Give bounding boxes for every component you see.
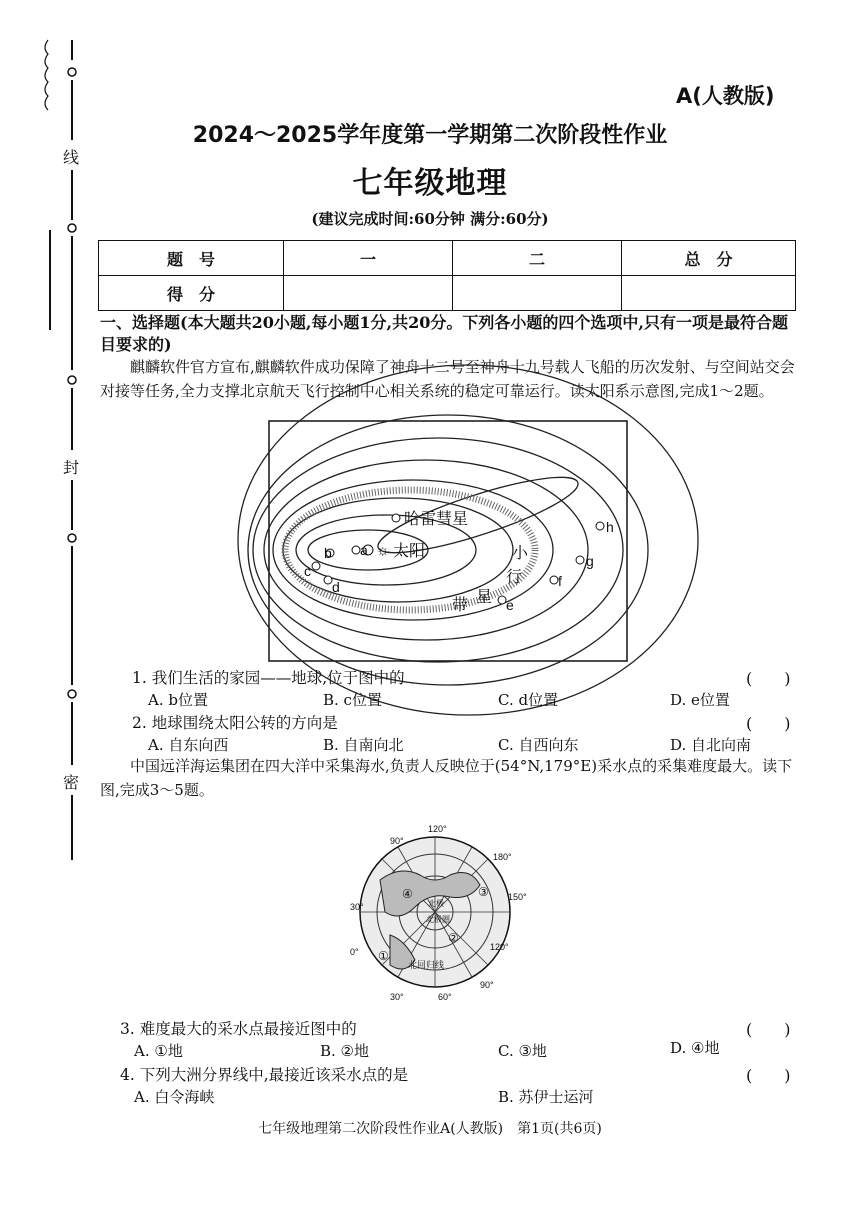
binding-line-graphic — [30, 30, 90, 1180]
map-point-1: ① — [378, 949, 389, 963]
lon-label-2: 90° — [390, 836, 404, 846]
question-1-option-d[interactable]: D. e位置 — [670, 691, 730, 709]
tropic-label: 北回归线 — [408, 960, 445, 970]
arctic-circle-label: 北极圈 — [426, 915, 450, 924]
point-b-label: b — [324, 545, 332, 561]
lon-label-5: 30° — [350, 902, 364, 912]
lon-label-7: 0° — [350, 947, 359, 957]
question-2-stem: 2. 地球围绕太阳公转的方向是 — [132, 714, 338, 732]
question-2-option-b[interactable]: B. 自南向北 — [323, 736, 404, 754]
question-3-option-a[interactable]: A. ①地 — [134, 1042, 183, 1060]
question-4-stem: 4. 下列大洲分界线中,最接近该采水点的是 — [120, 1066, 409, 1084]
question-3-stem: 3. 难度最大的采水点最接近图中的 — [120, 1020, 357, 1038]
question-4-option-a[interactable]: A. 白令海峡 — [134, 1088, 215, 1106]
score-table — [98, 240, 796, 311]
lon-label-4: 150° — [508, 892, 527, 902]
polar-map — [350, 820, 527, 1004]
lon-label-6: 120° — [490, 942, 509, 952]
belt-label-2: 行 — [506, 569, 523, 586]
question-2-option-a[interactable]: A. 自东向西 — [148, 736, 229, 754]
point-g-label: g — [586, 553, 594, 569]
comet-label: 哈雷彗星 — [404, 511, 469, 528]
section-heading: 一、选择题(本大题共20小题,每小题1分,共20分。下列各小题的四个选项中,只有一项是最符合题目要求的) — [100, 313, 788, 354]
question-1-option-a[interactable]: A. b位置 — [148, 691, 208, 709]
map-point-3: ③ — [478, 885, 489, 899]
question-1-stem: 1. 我们生活的家园——地球,位于图中的 — [132, 669, 405, 687]
sun-label: 太阳 — [393, 543, 426, 560]
lon-label-9: 60° — [438, 992, 452, 1002]
belt-label-3: 星 — [476, 589, 493, 606]
score-cell-total[interactable] — [622, 276, 796, 311]
question-1-option-b[interactable]: B. c位置 — [323, 691, 382, 709]
question-3-answer-blank[interactable]: ( ) — [746, 1020, 791, 1039]
edition-label: A(人教版) — [676, 84, 775, 108]
question-3-option-b[interactable]: B. ②地 — [320, 1042, 370, 1060]
score-header-part2: 二 — [453, 241, 622, 276]
point-a-label: a — [360, 542, 368, 558]
question-1-option-c[interactable]: C. d位置 — [498, 691, 559, 709]
solar-system-diagram — [268, 420, 628, 662]
north-pole-label: 北极 — [428, 899, 444, 908]
belt-label-1: 小 — [512, 545, 529, 562]
score-header-part1: 一 — [284, 241, 453, 276]
intro-paragraph-2: 中国远洋海运集团在四大洋中采集海水,负责人反映位于(54°N,179°E)采水点的采集难度最大。读下图,完成3～5题。 — [100, 757, 793, 799]
time-and-score-note: (建议完成时间:60分钟 满分:60分) — [311, 210, 549, 228]
score-row-label: 得 分 — [99, 276, 284, 311]
binding-char-secret: 密 — [63, 773, 80, 792]
point-d-label: d — [332, 579, 340, 595]
subject-title: 七年级地理 — [352, 166, 508, 201]
lon-label-3: 180° — [493, 852, 512, 862]
page-footer: 七年级地理第二次阶段性作业A(人教版) 第1页(共6页) — [258, 1121, 602, 1137]
score-header-number: 题 号 — [99, 241, 284, 276]
question-4-answer-blank[interactable]: ( ) — [746, 1066, 791, 1085]
question-2-answer-blank[interactable]: ( ) — [746, 714, 791, 733]
question-1-answer-blank[interactable]: ( ) — [746, 669, 791, 688]
belt-label-4: 带 — [452, 597, 469, 614]
intro-paragraph: 麒麟软件官方宣布,麒麟软件成功保障了神舟十二号至神舟十九号载人飞船的历次发射、与空间站交会对接等任务,全力支撑北京航天飞行控制中心相关系统的稳定可靠运行。读太阳系示意图,完成1～2题。 — [100, 358, 795, 400]
lon-label-10: 90° — [480, 980, 494, 990]
map-point-4: ④ — [402, 887, 413, 901]
question-3-option-c[interactable]: C. ③地 — [498, 1042, 547, 1060]
score-cell-part2[interactable] — [453, 276, 622, 311]
question-2-option-c[interactable]: C. 自西向东 — [498, 736, 579, 754]
map-point-2: ② — [448, 931, 459, 945]
sun-icon: ☼ — [376, 542, 390, 559]
question-3-option-d[interactable]: D. ④地 — [670, 1039, 720, 1057]
question-2-option-d[interactable]: D. 自北向南 — [670, 736, 752, 754]
document-title: 2024～2025学年度第一学期第二次阶段性作业 — [192, 123, 668, 148]
binding-char-line: 线 — [63, 148, 80, 167]
score-header-total: 总 分 — [622, 241, 796, 276]
score-cell-part1[interactable] — [284, 276, 453, 311]
lon-label-8: 30° — [390, 992, 404, 1002]
point-c-label: c — [304, 563, 311, 579]
question-4-option-b[interactable]: B. 苏伊士运河 — [498, 1088, 594, 1106]
point-e-label: e — [506, 597, 514, 613]
binding-char-seal: 封 — [63, 458, 80, 477]
point-h-label: h — [606, 519, 614, 535]
point-f-label: f — [558, 573, 562, 589]
lon-label-1: 120° — [428, 824, 447, 834]
